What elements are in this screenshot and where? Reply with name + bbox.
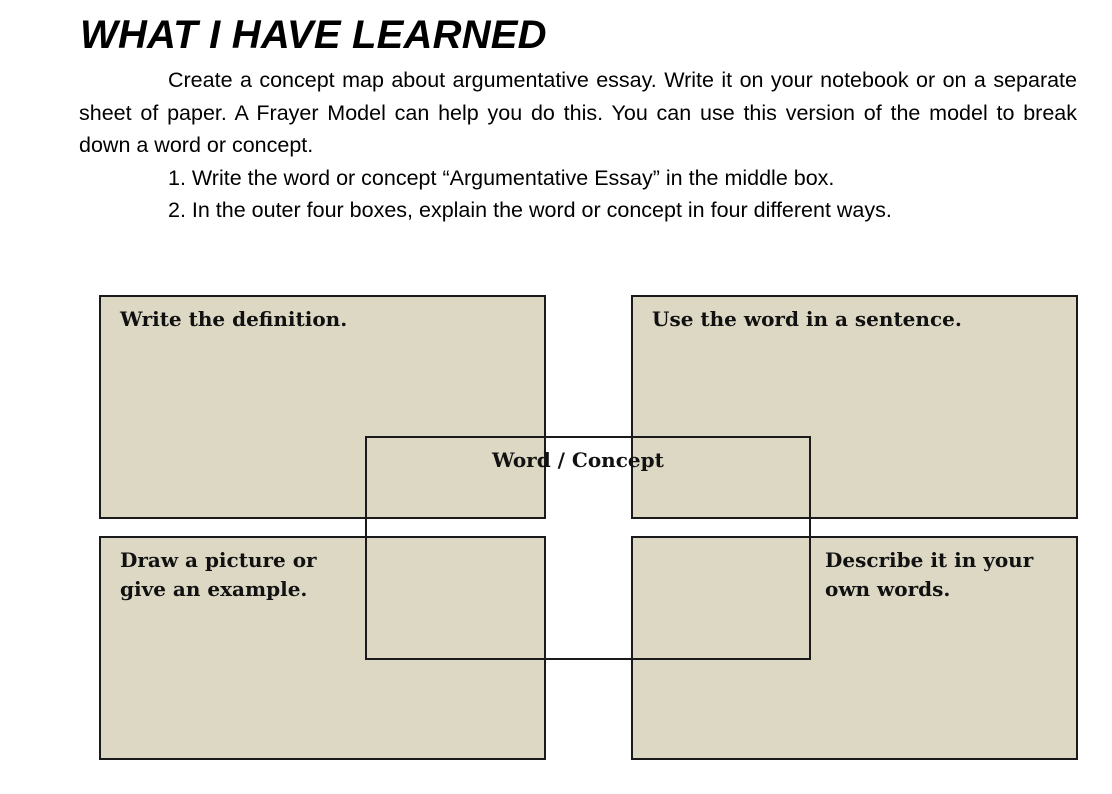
- own-words-label: [825, 546, 1033, 604]
- definition-label: Write the definition.: [120, 307, 348, 331]
- page-heading: WHAT I HAVE LEARNED: [80, 13, 547, 57]
- example-label-line-1: Draw a picture or: [120, 548, 317, 572]
- instruction-step-1: 1. Write the word or concept “Argumentative Essay” in the middle box.: [168, 165, 835, 190]
- instruction-step-2: 2. In the outer four boxes, explain the word or concept in four different ways.: [168, 198, 892, 222]
- own-words-label-line-2: own words.: [825, 577, 951, 601]
- sentence-label: Use the word in a sentence.: [652, 307, 962, 331]
- own-words-label-line-1: Describe it in your: [825, 548, 1034, 572]
- word-concept-label: Word / Concept: [492, 448, 664, 472]
- example-label-line-2: give an example.: [120, 577, 308, 601]
- example-label: [120, 546, 317, 604]
- instructions-paragraph: Create a concept map about argumentative essay. Write it on your notebook or on a separate sheet of paper. A Frayer Model can help you do this. You can use this version of the model to break down a word or concept.: [79, 68, 1077, 157]
